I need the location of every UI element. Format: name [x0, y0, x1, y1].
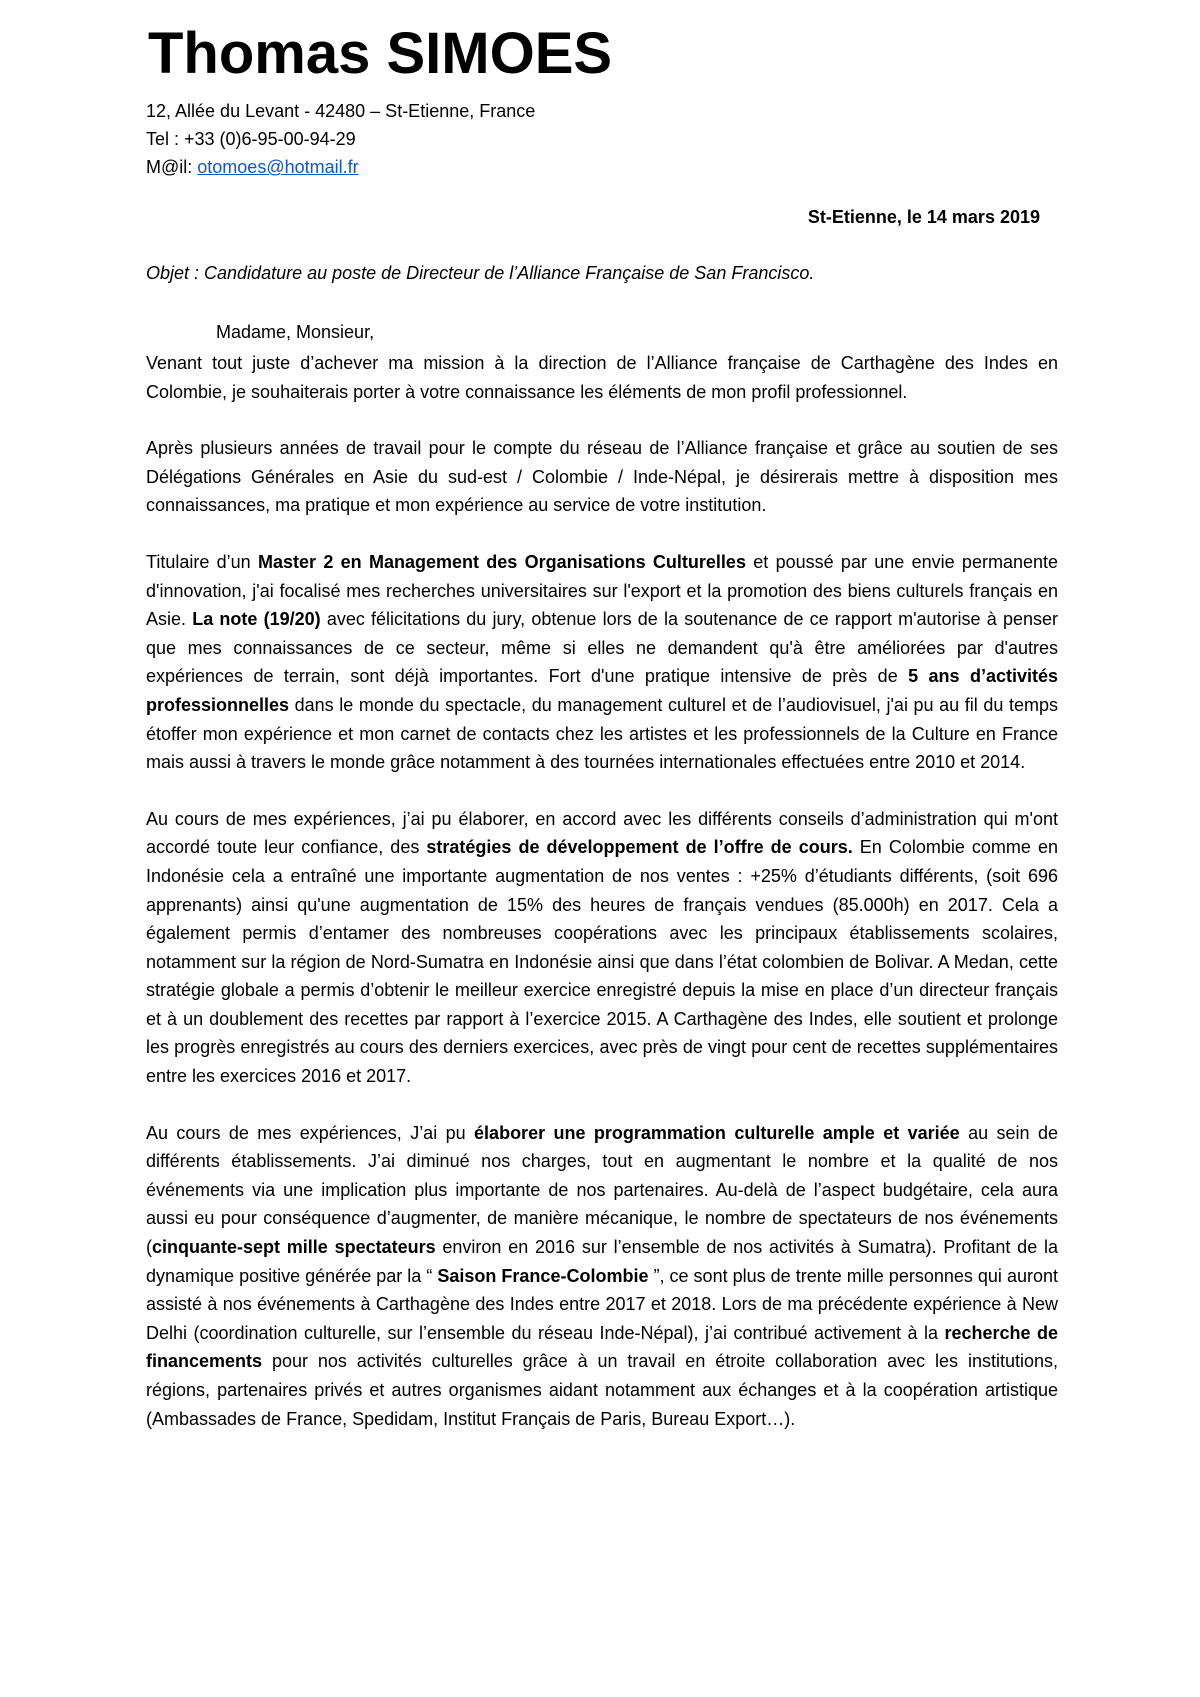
- address: 12, Allée du Levant - 42480 – St-Etienne, France: [146, 101, 536, 121]
- paragraph-text: Au cours de mes expériences, J’ai pu: [146, 1122, 475, 1143]
- body-paragraph: [146, 548, 1058, 777]
- paragraph-text: pour nos activités culturelles grâce à un travail en étroite collaboration avec les institutions, régions, partenaires privés et autres organismes aidant notamment aux échanges et à la coopération artistique (Ambassades de France, Spedidam, Institut Français de Paris, Bureau Export…).: [146, 1351, 1058, 1429]
- bold-text: stratégies de développement de l’offre de cours.: [426, 837, 853, 858]
- body-paragraph: [146, 434, 1058, 520]
- phone-label: Tel :: [146, 129, 185, 149]
- bold-text: cinquante-sept mille spectateurs: [152, 1237, 436, 1258]
- email-line: [146, 153, 535, 181]
- email-label: M@il:: [146, 157, 198, 177]
- paragraph-text: Titulaire d’un: [146, 551, 258, 572]
- sender-name: Thomas SIMOES: [148, 21, 613, 86]
- paragraph-text: Au cours de mes expériences, j’ai pu élaborer, en accord avec les différents conseils d’administration qui m'ont accordé toute leur confiance, des: [146, 808, 1058, 858]
- letter-body: [146, 349, 1058, 1461]
- bold-text: 5 ans d’activités professionnelles: [146, 666, 1058, 715]
- bold-text: Master 2 en Management des Organisations Culturelles: [258, 551, 746, 572]
- bold-text: La note (19/20): [192, 609, 321, 630]
- paragraph-text: Venant tout juste d’achever ma mission à la direction de l’Alliance française de Carthagène des Indes en Colombie, je souhaiterais porter à votre connaissance les éléments de mon profil professionnel.: [146, 353, 1058, 402]
- paragraph-text: et poussé par une envie permanente d'innovation, j'ai focalisé mes recherches universitaires sur l'export et la promotion des biens culturels français en Asie.: [146, 551, 1058, 630]
- phone-line: [146, 125, 535, 153]
- letter-date: St-Etienne, le 14 mars 2019: [807, 207, 1040, 227]
- bold-text: élaborer une programmation culturelle ample et variée: [474, 1122, 960, 1143]
- paragraph-text: ”, ce sont plus de trente mille personnes qui auront assisté à nos événements à Carthagène des Indes entre 2017 et 2018. Lors de ma précédente expérience à New Delhi (coordination culturelle, sur l’ensemble du réseau Inde-Népal), j’ai contribué activement à la: [146, 1265, 1058, 1343]
- paragraph-text: avec félicitations du jury, obtenue lors de la soutenance de ce rapport m'autorise à penser que mes connaissances de ce secteur, même si elles ne demandent qu'à être améliorées par d'autres expériences de terrain, sont déjà importantes. Fort d'une pratique intensive de près de: [146, 609, 1058, 687]
- contact-block: [146, 97, 535, 181]
- bold-text: recherche de financements: [146, 1322, 1059, 1372]
- paragraph-text: En Colombie comme en Indonésie cela a entraîné une importante augmentation de nos ventes : +25% d’étudiants différents, (soit 696 apprenants) ainsi qu'une augmentation de 15% des heures de français vendues (85.000h) en 2017. Cela a également permis d’entamer des nombreuses coopérations avec les principaux établissements scolaires, notamment sur la région de Nord-Sumatra en Indonésie ainsi que dans l’état colombien de Bolivar. A Medan, cette stratégie globale a permis d’obtenir le meilleur exercice enregistré depuis la mise en place d’un directeur français et à un doublement des recettes par rapport à l’exercice 2015. A Carthagène des Indes, elle soutient et prolonge les progrès enregistrés au cours des derniers exercices, avec près de vingt pour cent de recettes supplémentaires entre les exercices 2016 et 2017.: [146, 837, 1058, 1087]
- letter-subject: Objet : Candidature au poste de Directeur de l’Alliance Française de San Francisco.: [146, 263, 815, 283]
- phone-number: +33 (0)6-95-00-94-29: [184, 129, 356, 149]
- body-paragraph: [146, 805, 1058, 1091]
- paragraph-text: Après plusieurs années de travail pour le compte du réseau de l’Alliance française et grâce au soutien de ses Délégations Générales en Asie du sud-est / Colombie / Inde-Népal, je désirerais mettre à disposition mes connaissances, ma pratique et mon expérience au service de votre institution.: [146, 438, 1058, 516]
- paragraph-text: dans le monde du spectacle, du management culturel et de l’audiovisuel, j'ai pu au fil du temps étoffer mon expérience et mon carnet de contacts chez les artistes et les professionnels de la Culture en France mais aussi à travers le monde grâce notamment à des tournées internationales effectuées entre 2010 et 2014.: [146, 694, 1058, 773]
- paragraph-text: au sein de différents établissements. J’ai diminué nos charges, tout en augmentant le nombre et la qualité de nos événements via une implication plus importante de nos partenaires. Au-delà de l’aspect budgétaire, cela aura aussi eu pour conséquence d’augmenter, de manière mécanique, le nombre de spectateurs de nos événements (: [146, 1122, 1058, 1258]
- salutation: Madame, Monsieur,: [216, 322, 375, 342]
- body-paragraph: [146, 1119, 1058, 1434]
- bold-text: Saison France-Colombie: [437, 1265, 649, 1286]
- paragraph-text: environ en 2016 sur l’ensemble de nos activités à Sumatra). Profitant de la dynamique positive générée par la “: [146, 1237, 1058, 1286]
- body-paragraph: [146, 349, 1058, 406]
- email-link[interactable]: otomoes@hotmail.fr: [197, 157, 359, 177]
